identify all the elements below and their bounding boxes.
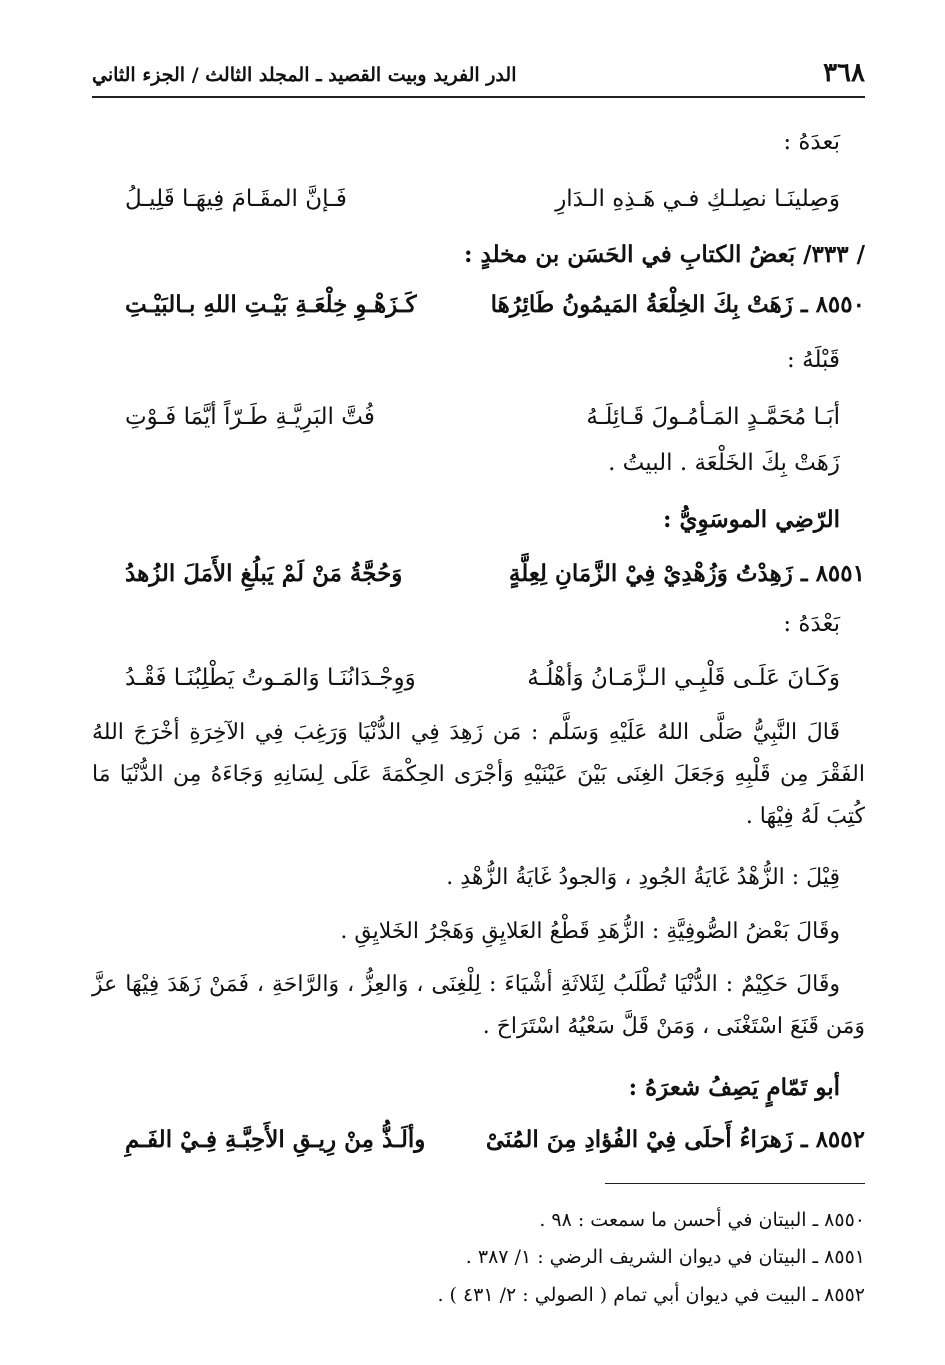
verse-b xyxy=(125,395,840,439)
verse-8550 xyxy=(125,283,865,327)
footnote-8552: ٨٥٥٢ ـ البيت في ديوان أبي تمام ( الصولي : ٢/ ٤٣١ ) . xyxy=(437,1284,865,1306)
footnote-divider xyxy=(605,1183,865,1184)
running-title: الدر الفريد وبيت القصيد ـ المجلد الثالث / الجزء الثاني xyxy=(92,64,517,86)
verse-b-continuation: زَهَتْ بِكَ الخَلْعَة . البيتُ . xyxy=(608,450,840,476)
verse-8551 xyxy=(125,552,865,596)
saying-2: وقَالَ بَعْضُ الصُّوفِيَّةِ : الزُّهَدِ قَطْعُ العَلايِقِ وَهَجْرُ الخَلايِقِ . xyxy=(340,919,840,944)
verse-b-first-hemistich: أبَـا مُحَمَّـدٍ المَـأمُـولَ قَـائِلَـهُ xyxy=(586,404,840,430)
saying-1: قِيْلَ : الزُّهْدُ غَايَةُ الجُودِ ، وَالجودُ غَايَةُ الزُّهْدِ . xyxy=(446,865,840,890)
verse-c xyxy=(125,656,840,700)
verse-8552-second-hemistich: وألَـذُّ مِنْ رِيـقِ الأَحِبَّـةِ فِـيْ الفَـمِ xyxy=(125,1126,426,1153)
verse-8552-first-hemistich: ٨٥٥٢ ـ زَهرَاءُ أَحلَى فِيْ الفُؤادِ مِنَ المُنَىْ xyxy=(485,1126,865,1153)
hadith-paragraph: قَالَ النَّبِيُّ صَلَّى اللهُ عَلَيْهِ وَسَلَّم : مَن زَهِدَ فِي الدُّنْيَا وَرَغِبَ فِي الآخِرَةِ أخْرَجَ اللهُ الفَقْرَ مِن قَلْبِهِ وَجَعَلَ الغِنَى بَيْنَ عَيْنَيْهِ وَأجْرَى الحِكْمَةَ عَلَى لِسَانِهِ وَجَاءَهُ مِن الدُّنْيَا مَا كُتِبَ لَهُ فِيْهَا . xyxy=(92,720,865,829)
page-number: ٣٦٨ xyxy=(823,58,865,88)
verse-c-second-hemistich: وَوِجْـدَانُنَـا وَالمَـوتُ يَطْلِبُنَـا فَقْـدُ xyxy=(125,665,416,691)
page-header xyxy=(92,52,865,98)
saying-3: وقَالَ حَكِيْمٌ : الدُّنْيَا تُطْلَبُ لِثَلاثَةِ أشْيَاءَ : لِلْغِنَى ، وَالعِزُّ ، وَالرَّاحَةِ ، فَمَنْ زَهَدَ فِيْهَا عزَّ وَمَن قَنَعَ اسْتَغْنَى ، وَمَنْ قَلَّ سَعْيُهُ اسْتَرَاحَ . xyxy=(92,972,865,1039)
verse-c-first-hemistich: وَكَـانَ عَلَـى قَلْبِـي الـزَّمَـانُ وَأهْلُـهُ xyxy=(527,665,840,691)
footnote-8551: ٨٥٥١ ـ البيتان في ديوان الشريف الرضي : ١/ ٣٨٧ . xyxy=(465,1246,865,1268)
footnote-8550: ٨٥٥٠ ـ البيتان في أحسن ما سمعت : ٩٨ . xyxy=(539,1209,865,1231)
label-before: قَبْلَهُ : xyxy=(787,347,840,373)
verse-a-second-hemistich: فَـإنَّ المقَـامَ فِيهَـا قَلِيـلُ xyxy=(125,186,347,212)
label-after-1: بَعدَهُ : xyxy=(783,129,840,155)
label-after-2: بَعْدَهُ : xyxy=(783,611,840,637)
poet-name-1: الرّضِي الموسَوِيُّ : xyxy=(662,506,840,533)
section-heading: / ٣٣٣/ بَعضُ الكتابِ في الحَسَن بن مخلدٍ : xyxy=(464,241,865,268)
verse-b-second-hemistich: فُتَّ البَرِيَّـةِ طَـرّاً أيَّمَا فَـوْتِ xyxy=(125,404,375,430)
verse-a xyxy=(125,177,840,221)
verse-8552 xyxy=(125,1118,865,1162)
verse-8550-second-hemistich: كَـزَهْـوِ خِلْعَـةِ بَيْـتِ اللهِ بـالبَيْـتِ xyxy=(125,291,417,318)
verse-a-first-hemistich: وَصِلينَـا نصِلـكِ فـي هَـذِهِ الـدَارِ xyxy=(555,186,840,212)
verse-8550-first-hemistich: ٨٥٥٠ ـ زَهَتْ بِكَ الخِلْعَةُ المَيمُونُ طَائِرُهَا xyxy=(490,291,865,318)
verse-8551-second-hemistich: وَحُجَّةُ مَنْ لَمْ يَبلُغِ الأَمَلَ الزُهدُ xyxy=(125,560,403,587)
poet-name-2: أبو تَمّامٍ يَصِفُ شعرَهُ : xyxy=(628,1074,840,1101)
verse-8551-first-hemistich: ٨٥٥١ ـ زَهِدْتُ وَزُهْدِيْ فِيْ الزَّمَانِ لِعِلَّةٍ xyxy=(508,560,865,587)
